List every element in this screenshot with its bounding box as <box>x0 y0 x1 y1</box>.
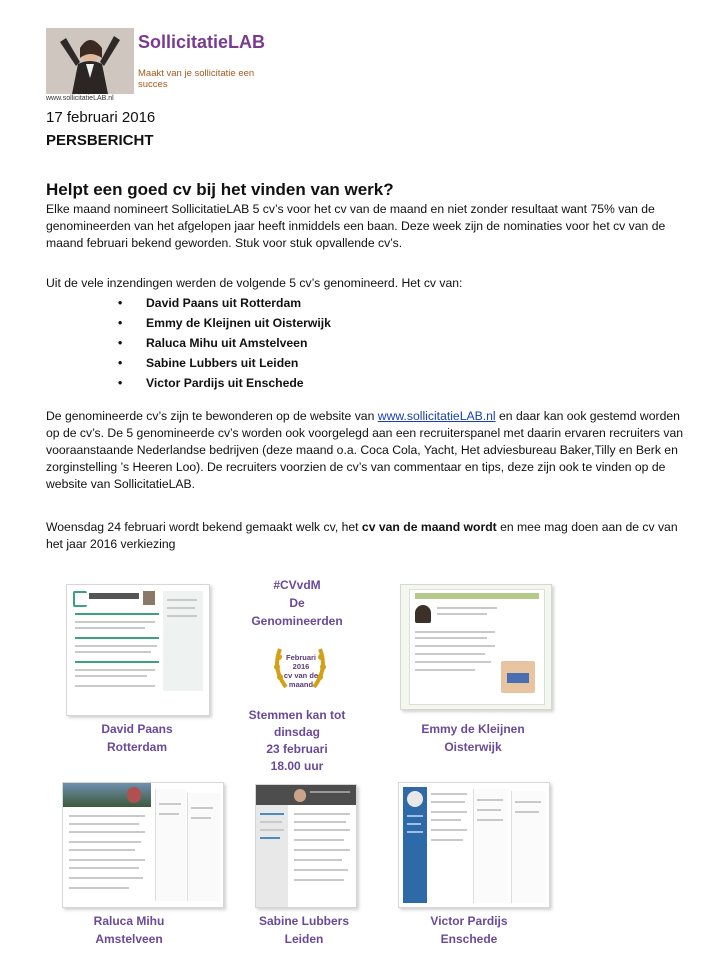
caption-name: Raluca Mihu <box>93 914 165 928</box>
caption-city: Enschede <box>440 932 498 946</box>
cv-accent-tag <box>507 673 529 683</box>
list-item: • Sabine Lubbers uit Leiden <box>118 353 331 373</box>
cv-page-two <box>473 789 508 903</box>
website-link[interactable]: www.sollicitatieLAB.nl <box>377 409 496 423</box>
logo-brand-name: SollicitatieLAB <box>138 32 266 52</box>
announcement-text-before: Woensdag 24 februari wordt bekend gemaakt welk cv, het <box>46 520 362 534</box>
list-item: • Raluca Mihu uit Amstelveen <box>118 333 331 353</box>
cv-photo <box>143 591 155 605</box>
cv-photo <box>294 789 306 802</box>
caption-city: Leiden <box>284 932 324 946</box>
cv-header-bar <box>256 785 356 805</box>
vote-line4: 18.00 uur <box>270 759 324 773</box>
press-label: PERSBERICHT <box>46 132 154 149</box>
vote-info <box>232 707 362 775</box>
list-item: • Emmy de Kleijnen uit Oisterwijk <box>118 313 331 333</box>
cv-photo <box>407 791 423 807</box>
announcement-bold: cv van de maand wordt <box>361 520 497 534</box>
caption-name: Victor Pardijs <box>430 914 508 928</box>
headline: Helpt een goed cv bij het vinden van werk? <box>46 180 394 199</box>
caption-city: Amstelveen <box>95 932 163 946</box>
list-item: • David Paans uit Rotterdam <box>118 293 331 313</box>
vote-line2: dinsdag <box>273 725 320 739</box>
lead-in-paragraph: Uit de vele inzendingen werden de volgende 5 cv’s genomineerd. Het cv van: <box>46 276 463 290</box>
press-date: 17 februari 2016 <box>46 109 156 126</box>
cv-thumbnail-david <box>66 584 210 716</box>
cv-page-two <box>155 789 186 901</box>
cv-photo <box>127 787 141 803</box>
cv-page-three <box>511 791 546 903</box>
announcement-text-after: en mee mag doen aan de cv van het jaar 2016 verkiezing <box>46 520 678 551</box>
cv-thumbnail-raluca <box>62 782 224 908</box>
caption-name: Sabine Lubbers <box>258 914 350 928</box>
caption-emmy <box>398 720 548 756</box>
caption-raluca <box>54 912 204 948</box>
caption-sabine <box>229 912 379 948</box>
list-item: • Victor Pardijs uit Enschede <box>118 373 331 393</box>
website-paragraph <box>46 408 686 493</box>
cv-sidebar <box>163 591 203 691</box>
hashtag: #CVvdM <box>273 578 321 592</box>
website-text-after: en daar kan ook gestemd worden op de cv’s. De 5 genomineerde cv’s worden ook voorgelegd aan een recruiterspanel met daarin ervaren recruiters van vooraanstaande Nederlandse bedrijven (deze maand o.a. Coca Cola, Yacht, Het adviesbureau Baker,Tilly en Berk en zorginstelling ’s Heeren Loo). De recruiters voorzien de cv’s van commentaar en tips, deze zijn ook te vinden op de website van SollicitatieLAB. <box>46 409 684 491</box>
caption-city: Oisterwijk <box>444 740 502 754</box>
logo-url: www.sollicitatieLAB.nl <box>46 95 114 102</box>
vote-line3: 23 februari <box>266 742 328 756</box>
cv-name-bar <box>89 593 139 599</box>
cv-thumbnail-victor <box>398 782 550 908</box>
center-announcement <box>232 576 362 630</box>
logo-photo <box>46 28 134 94</box>
award-line1: Februari <box>285 653 316 662</box>
person-cheering-image <box>46 28 134 94</box>
center-line1: De <box>289 596 305 610</box>
award-line4: maand <box>288 680 314 689</box>
caption-name: Emmy de Kleijnen <box>421 722 525 736</box>
cv-thumbnail-emmy <box>400 584 552 710</box>
announcement-paragraph <box>46 519 686 553</box>
caption-victor <box>394 912 544 948</box>
caption-city: Rotterdam <box>106 740 167 754</box>
award-line2: 2016 <box>292 662 310 671</box>
caption-david <box>62 720 212 756</box>
cv-photo <box>415 605 431 623</box>
intro-paragraph: Elke maand nomineert SollicitatieLAB 5 cv’s voor het cv van de maand en niet zonder resultaat want 75% van de genomineerden van het afgelopen jaar heeft inmiddels een baan. Deze week zijn de nominaties voor het cv van de maand februari bekend geworden. Stuk voor stuk opvallende cv’s. <box>46 202 666 250</box>
website-text-before: De genomineerde cv’s zijn te bewonderen op de website van <box>46 409 378 423</box>
logo-tagline: Maakt van je sollicitatie een succes <box>138 68 255 90</box>
nominee-list <box>118 293 331 393</box>
vote-line1: Stemmen kan tot <box>248 708 346 722</box>
cv-page-three <box>187 793 220 901</box>
center-line2: Genomineerden <box>251 614 343 628</box>
cv-logo-icon <box>73 591 87 607</box>
caption-name: David Paans <box>101 722 173 736</box>
award-text <box>272 653 330 689</box>
cv-thumbnail-sabine <box>255 784 357 908</box>
award-line3: cv van de <box>283 671 319 680</box>
cv-header-bar <box>415 593 539 599</box>
